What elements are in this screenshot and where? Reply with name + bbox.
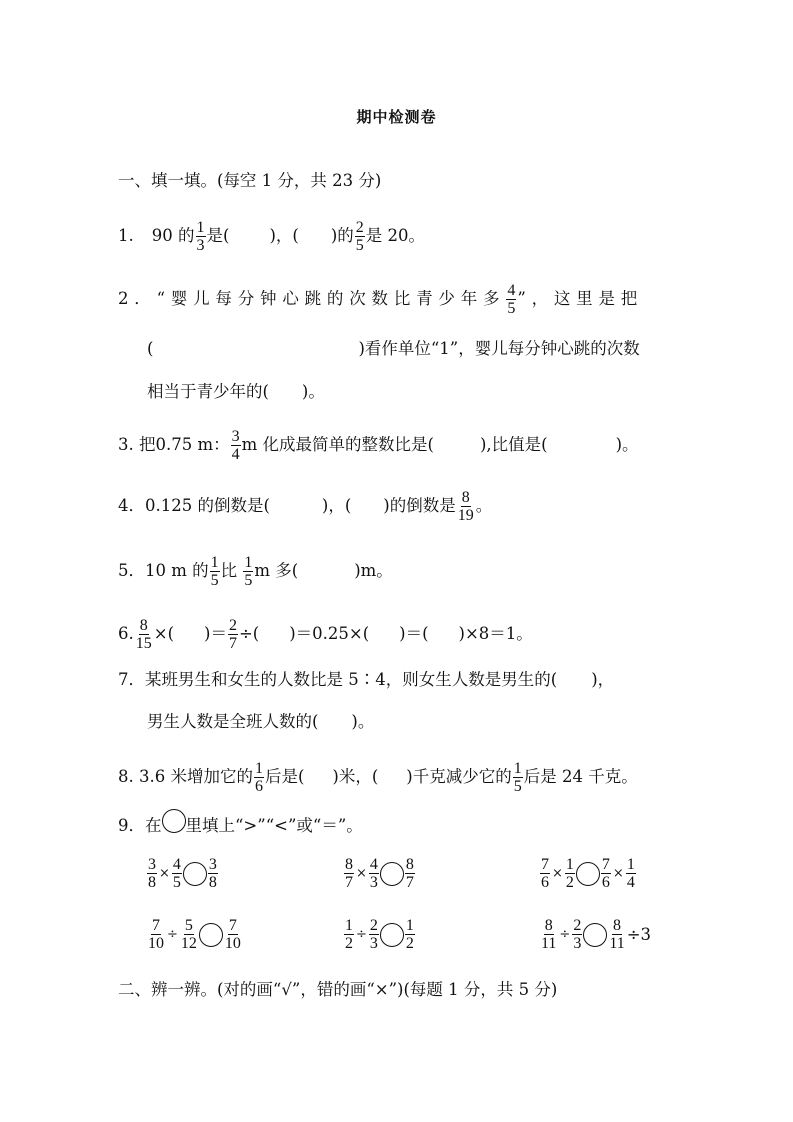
q1-text: 是(: [206, 226, 230, 245]
q2-text: )看作单位“1”，婴儿每分钟心跳的次数: [358, 339, 640, 358]
q7-text: )，: [591, 670, 615, 689]
q1-number: 1.: [118, 226, 134, 245]
q8-text: )米，(: [332, 767, 379, 786]
page-title: 期中检测卷: [356, 108, 437, 126]
fraction: $\frac{4}{5}$: [507, 282, 516, 317]
q5-text: )m。: [354, 561, 393, 580]
q1-text: )的: [330, 226, 354, 245]
comparison-item: $\frac{7}{10}$ ÷ $\frac{5}{12}$ $\frac{7}{10}$: [148, 917, 241, 952]
q4-text: 4．0.125 的倒数是(: [118, 496, 270, 515]
q4-text: )，(: [321, 496, 352, 515]
question-2-line-1: [118, 282, 643, 317]
fraction: $\frac{8}{19}$: [457, 489, 474, 524]
fraction: $\frac{1}{5}$: [244, 554, 253, 589]
q3-text: 3. 把0.75 m：: [118, 435, 230, 454]
fraction: $\frac{2}{5}$: [355, 219, 364, 254]
q9-text: 里填上“>”“<”或“＝”。: [185, 816, 363, 835]
circle-icon: [162, 809, 186, 833]
q5-text: m 多(: [254, 561, 299, 580]
q3-text: )。: [615, 435, 639, 454]
q6-text: )＝(: [399, 624, 429, 643]
q2-text: (: [147, 339, 154, 358]
comparison-item: $\frac{1}{2}$ ÷ $\frac{2}{3}$ $\frac{1}{2}$: [345, 917, 414, 952]
q2-text: 2．“婴儿每分钟心跳的次数比青少年多: [118, 289, 506, 308]
question-1: [118, 219, 425, 254]
q3-text: m 化成最简单的整数比是(: [241, 435, 434, 454]
q1-text: 是 20。: [365, 226, 425, 245]
q7-text: 7．某班男生和女生的人数比是 5∶4，则女生人数是男生的(: [118, 670, 558, 689]
question-3: [118, 428, 639, 463]
q8-text: 后是(: [264, 767, 305, 786]
comparison-item: $\frac{7}{6}$ × $\frac{1}{2}$ $\frac{7}{6}$ × $\frac{1}{4}$: [541, 856, 635, 891]
section-2-heading: 二、辨一辨。(对的画“√”，错的画“×”)(每题 1 分，共 5 分): [118, 980, 558, 999]
q6-text: 6.: [118, 624, 134, 643]
comparison-circle[interactable]: [183, 862, 207, 886]
q1-text: 90 的: [151, 226, 195, 245]
q5-text: 5．10 m 的: [118, 561, 209, 580]
fraction: $\frac{1}{5}$: [210, 554, 219, 589]
q1-text: )，(: [269, 226, 299, 245]
comparison-circle[interactable]: [199, 923, 223, 947]
section-1-heading: 一、填一填。(每空 1 分，共 23 分): [118, 171, 382, 190]
q3-text: ),比值是(: [479, 435, 548, 454]
comparison-item: $\frac{3}{8}$ × $\frac{4}{5}$ $\frac{3}{8}$: [148, 856, 217, 891]
comparison-circle[interactable]: [583, 923, 607, 947]
fraction: $\frac{8}{15}$: [135, 617, 152, 652]
fraction: $\frac{3}{4}$: [231, 428, 240, 463]
q4-text: 。: [475, 496, 493, 515]
question-2-line-2: [147, 337, 640, 361]
question-2-line-3: 相当于青少年的( )。: [147, 382, 325, 401]
q2-text: ”，这里是把: [517, 289, 644, 308]
question-4: [118, 489, 492, 524]
q6-text: ×(: [153, 624, 175, 643]
question-9: [118, 814, 363, 839]
question-6: [118, 617, 533, 652]
q8-text: 8. 3.6 米增加它的: [118, 767, 253, 786]
q8-text: 后是 24 千克。: [523, 767, 638, 786]
question-7-line-2: 男生人数是全班人数的( )。: [147, 712, 375, 731]
fraction: $\frac{1}{6}$: [254, 760, 263, 795]
comparison-circle[interactable]: [380, 862, 404, 886]
comparison-circle[interactable]: [576, 862, 600, 886]
fraction: $\frac{2}{7}$: [228, 617, 237, 652]
comparison-item: $\frac{8}{11}$ ÷ $\frac{2}{3}$ $\frac{8}{11}$ ÷3: [541, 917, 652, 952]
comparison-circle[interactable]: [380, 923, 404, 947]
q6-text: )＝: [204, 624, 227, 643]
q6-text: )＝0.25×(: [289, 624, 370, 643]
q6-text: ÷(: [238, 624, 260, 643]
question-5: [118, 554, 393, 589]
q4-text: )的倒数是: [383, 496, 456, 515]
comparison-item: $\frac{8}{7}$ × $\frac{4}{3}$ $\frac{8}{7}$: [345, 856, 414, 891]
q5-text: 比: [220, 561, 243, 580]
question-7-line-1: [118, 668, 614, 692]
q8-text: )千克减少它的: [406, 767, 512, 786]
q6-text: )×8＝1。: [458, 624, 533, 643]
fraction: $\frac{1}{5}$: [513, 760, 522, 795]
question-8: [118, 760, 638, 795]
fraction: $\frac{1}{3}$: [196, 219, 205, 254]
q9-text: 9．在: [118, 816, 162, 835]
